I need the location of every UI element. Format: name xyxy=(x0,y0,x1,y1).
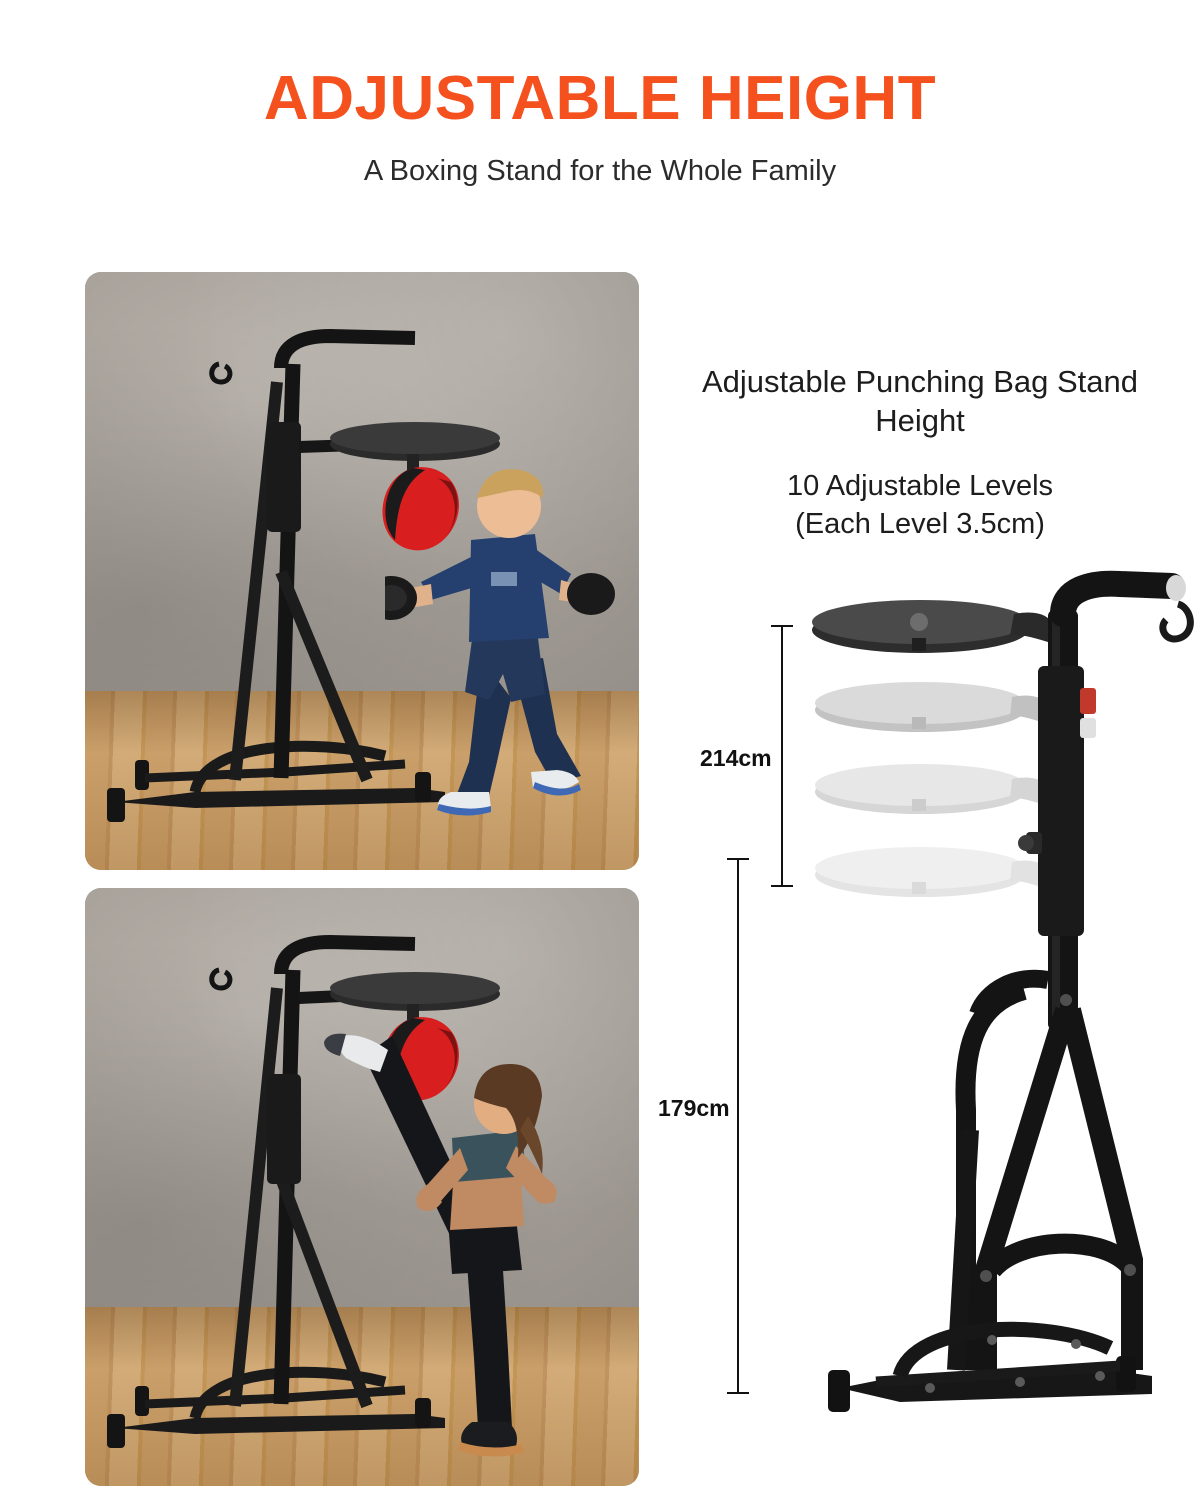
platform-top-level-4 xyxy=(812,600,1054,653)
platform-ghost-level-2 xyxy=(815,764,1050,814)
photo-boy-punching xyxy=(85,272,639,870)
min-height-line xyxy=(737,858,739,1394)
min-height-cap-bottom xyxy=(727,1392,749,1394)
max-height-label: 214cm xyxy=(700,745,772,771)
page-title: ADJUSTABLE HEIGHT xyxy=(263,64,937,133)
platform-ghost-level-1 xyxy=(815,847,1050,897)
feature-levels xyxy=(660,468,1180,543)
page-subtitle: A Boxing Stand for the Whole Family xyxy=(363,155,837,187)
levels-line-2: (Each Level 3.5cm) xyxy=(795,507,1045,540)
feature-title: Adjustable Punching Bag Stand Height xyxy=(701,364,1139,438)
product-stand-illustration xyxy=(780,570,1200,1500)
photo-woman-kicking xyxy=(85,888,639,1486)
levels-line-1: 10 Adjustable Levels xyxy=(786,470,1054,502)
platform-ghost-level-3 xyxy=(815,682,1050,732)
woman-silhouette xyxy=(260,998,600,1478)
boy-silhouette xyxy=(385,462,625,822)
min-height-label: 179cm xyxy=(658,1095,730,1121)
min-height-cap-top xyxy=(727,858,749,860)
